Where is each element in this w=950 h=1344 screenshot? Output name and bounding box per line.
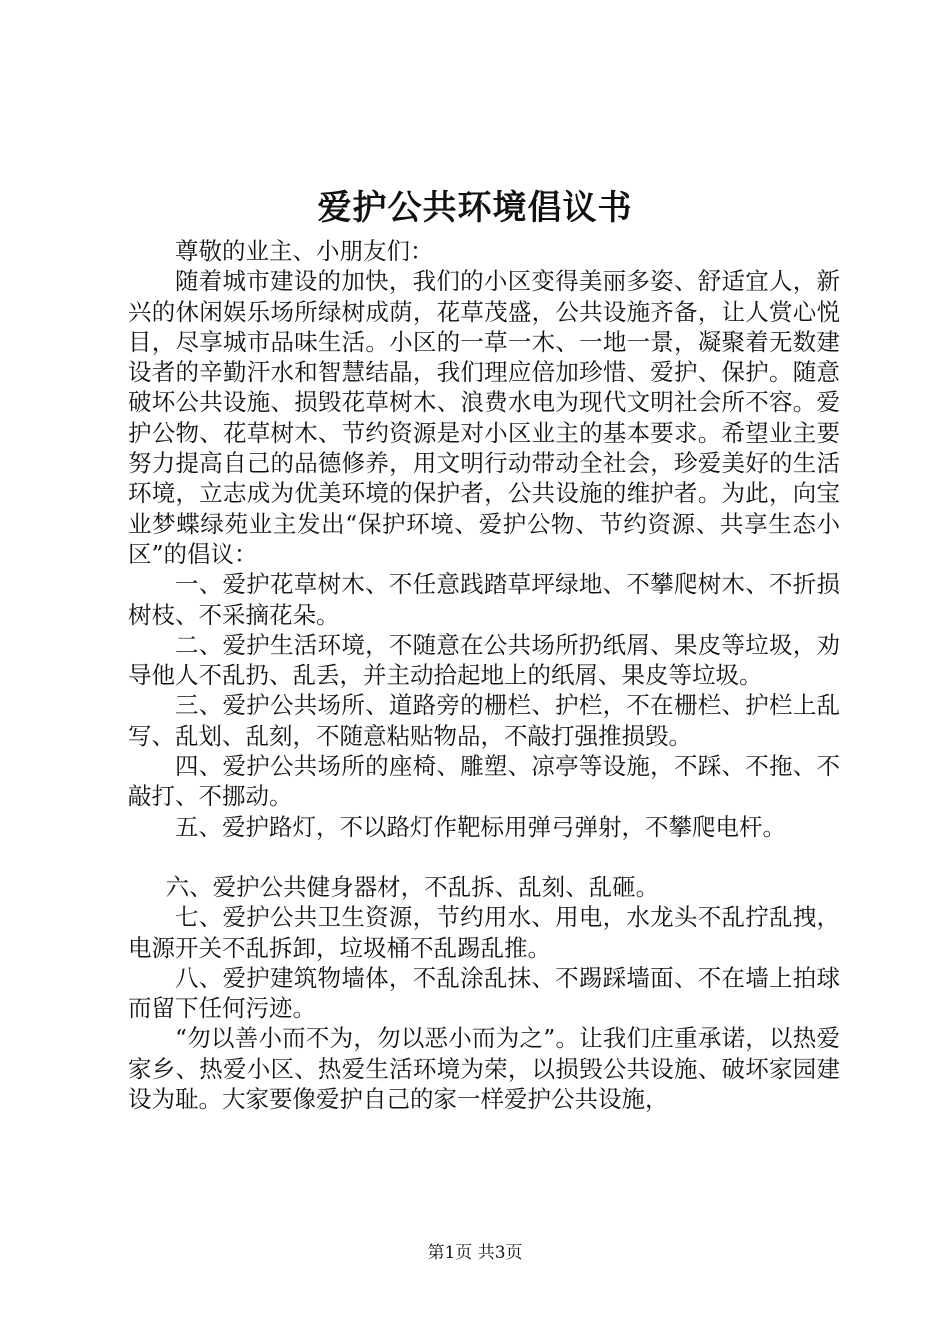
proposal-item-8: 八、爱护建筑物墙体，不乱涂乱抹、不踢踩墙面、不在墙上拍球而留下任何污迹。 [128,963,840,1023]
proposal-item-2: 二、爱护生活环境，不随意在公共场所扔纸屑、果皮等垃圾，劝导他人不乱扔、乱丢，并主动拾起地上的纸屑、果皮等垃圾。 [128,630,840,690]
proposal-item-5: 五、爱护路灯，不以路灯作靶标用弹弓弹射，不攀爬电杆。 [175,812,786,841]
page-number-footer: 第1页 共3页 [427,1243,523,1263]
proposal-item-3: 三、爱护公共场所、道路旁的栅栏、护栏，不在栅栏、护栏上乱写、乱划、乱刻，不随意粘贴物品，不敲打强推损毁。 [128,691,840,750]
proposal-item-7: 七、爱护公共卫生资源，节约用水、用电，水龙头不乱拧乱拽，电源开关不乱拆卸，垃圾桶不乱踢乱推。 [128,903,840,962]
intro-paragraph: 随着城市建设的加快，我们的小区变得美丽多姿、舒适宜人，新兴的休闲娱乐场所绿树成荫，花草茂盛，公共设施齐备，让人赏心悦目，尽享城市品味生活。小区的一草一木、一地一景，凝聚着无数建设者的辛勤汗水和智慧结晶，我们理应倍加珍惜、爱护、保护。随意破坏公共设施、损毁花草树木、浪费水电为现代文明社会所不容。爱护公物、花草树木、节约资源是对小区业主的基本要求。希望业主要努力提高自己的品德修养，用文明行动带动全社会，珍爱美好的生活环境，立志成为优美环境的保护者，公共设施的维护者。为此，向宝业梦蝶绿苑业主发出“保护环境、爱护公物、节约资源、共享生态小区”的倡议： [128,267,840,568]
closing-paragraph: “勿以善小而不为，勿以恶小而为之”。让我们庄重承诺，以热爱家乡、热爱小区、热爱生活环境为荣，以损毁公共设施、破坏家园建设为耻。大家要像爱护自己的家一样爱护公共设施， [128,1024,840,1114]
document-title: 爱护公共环境倡议书 [317,188,633,228]
greeting-paragraph: 尊敬的业主、小朋友们： [175,237,434,265]
proposal-item-6: 六、爱护公共健身器材，不乱拆、乱刻、乱砸。 [165,872,660,901]
proposal-item-1: 一、爱护花草树木、不任意践踏草坪绿地、不攀爬树木、不折损树枝、不采摘花朵。 [128,570,840,629]
proposal-item-4: 四、爱护公共场所的座椅、雕塑、凉亭等设施，不踩、不拖、不敲打、不挪动。 [128,752,840,811]
document-body [128,236,840,1114]
